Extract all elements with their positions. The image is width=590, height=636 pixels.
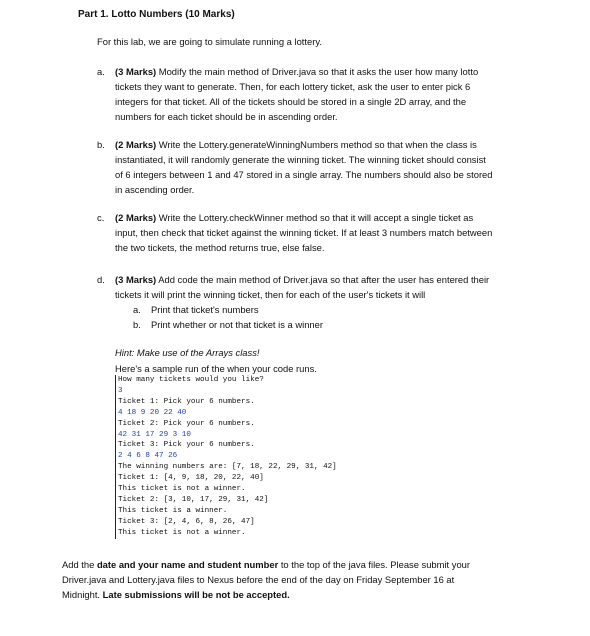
console-line: This ticket is not a winner. (115, 484, 337, 495)
task-item-c (97, 210, 537, 255)
task-marks: (3 Marks) (115, 274, 157, 285)
footer-text: Driver.java and Lottery.java files to Nexus before the end of the day on Friday September 16 at (62, 574, 455, 585)
footer-emphasis: date and your name and student number (96, 559, 279, 570)
subtask-marker: b. (133, 319, 141, 330)
console-line: Ticket 1: Pick your 6 numbers. (115, 397, 337, 408)
console-input-line: 42 31 17 29 3 10 (115, 430, 337, 441)
task-marker: d. (97, 274, 105, 285)
console-line: This ticket is not a winner. (115, 528, 337, 539)
task-marks: (3 Marks) (115, 66, 157, 77)
console-input-line: 3 (115, 386, 337, 397)
task-text-line: Write the Lottery.generateWinningNumbers method so that when the class is (156, 139, 477, 150)
task-text-line: instantiated, it will randomly generate the winning ticket. The winning ticket should consist (115, 154, 486, 165)
late-policy: Late submissions will be not be accepted. (102, 589, 290, 600)
console-line: Ticket 2: [3, 10, 17, 29, 31, 42] (115, 495, 337, 506)
task-text-line: the two tickets, the method returns true, else false. (115, 242, 325, 253)
submission-instructions (62, 557, 522, 602)
task-item-d (97, 272, 537, 302)
console-line: Ticket 1: [4, 9, 18, 20, 22, 40] (115, 473, 337, 484)
task-marker: a. (97, 66, 105, 77)
task-marks: (2 Marks) (115, 212, 157, 223)
console-line: The winning numbers are: [7, 18, 22, 29, 31, 42] (115, 462, 337, 473)
task-text-line: of 6 integers between 1 and 47 stored in a single array. The numbers should also be stored (115, 169, 493, 180)
section-heading: Part 1. Lotto Numbers (10 Marks) (78, 9, 235, 20)
task-text-line: Add code the main method of Driver.java so that after the user has entered their (156, 274, 490, 285)
task-item-a (97, 64, 537, 124)
task-text-line: integers for that ticket. All of the tickets should be stored in a single 2D array, and the (115, 96, 467, 107)
console-input-line: 4 18 9 20 22 40 (115, 408, 337, 419)
task-text-line: tickets it will print the winning ticket, then for each of the user's tickets it will (115, 289, 426, 300)
task-marker: b. (97, 139, 105, 150)
subtask-text: Print whether or not that ticket is a winner (151, 319, 323, 330)
task-text-line: tickets they want to generate. Then, for each lottery ticket, ask the user to enter pick 6 (115, 81, 471, 92)
footer-text: Add the (62, 559, 97, 570)
intro-text: For this lab, we are going to simulate running a lottery. (97, 36, 322, 47)
task-text-line: Write the Lottery.checkWinner method so that it will accept a single ticket as (156, 212, 474, 223)
subtask-a (133, 302, 259, 317)
hint-text: Hint: Make use of the Arrays class! (115, 347, 260, 358)
task-text-line: in ascending order. (115, 184, 195, 195)
console-line: Ticket 2: Pick your 6 numbers. (115, 419, 337, 430)
footer-text: to the top of the java files. Please submit your (278, 559, 470, 570)
console-line: Ticket 3: Pick your 6 numbers. (115, 440, 337, 451)
subtask-marker: a. (133, 304, 141, 315)
console-input-line: 2 4 6 8 47 26 (115, 451, 337, 462)
subtask-text: Print that ticket's numbers (151, 304, 259, 315)
task-marker: c. (97, 212, 105, 223)
footer-text: Midnight. (62, 589, 103, 600)
console-line: How many tickets would you like? (115, 375, 337, 386)
task-text-line: Modify the main method of Driver.java so that it asks the user how many lotto (156, 66, 479, 77)
task-marks: (2 Marks) (115, 139, 157, 150)
task-text-line: input, then check that ticket against the winning ticket. If at least 3 numbers match between (115, 227, 493, 238)
console-output (115, 375, 337, 539)
console-line: Ticket 3: [2, 4, 6, 8, 26, 47] (115, 517, 337, 528)
task-item-b (97, 137, 537, 197)
sample-run-label: Here's a sample run of the when your code runs. (115, 363, 317, 374)
subtask-b (133, 317, 323, 332)
task-text-line: numbers for each ticket should be in ascending order. (115, 111, 338, 122)
console-line: This ticket is a winner. (115, 506, 337, 517)
